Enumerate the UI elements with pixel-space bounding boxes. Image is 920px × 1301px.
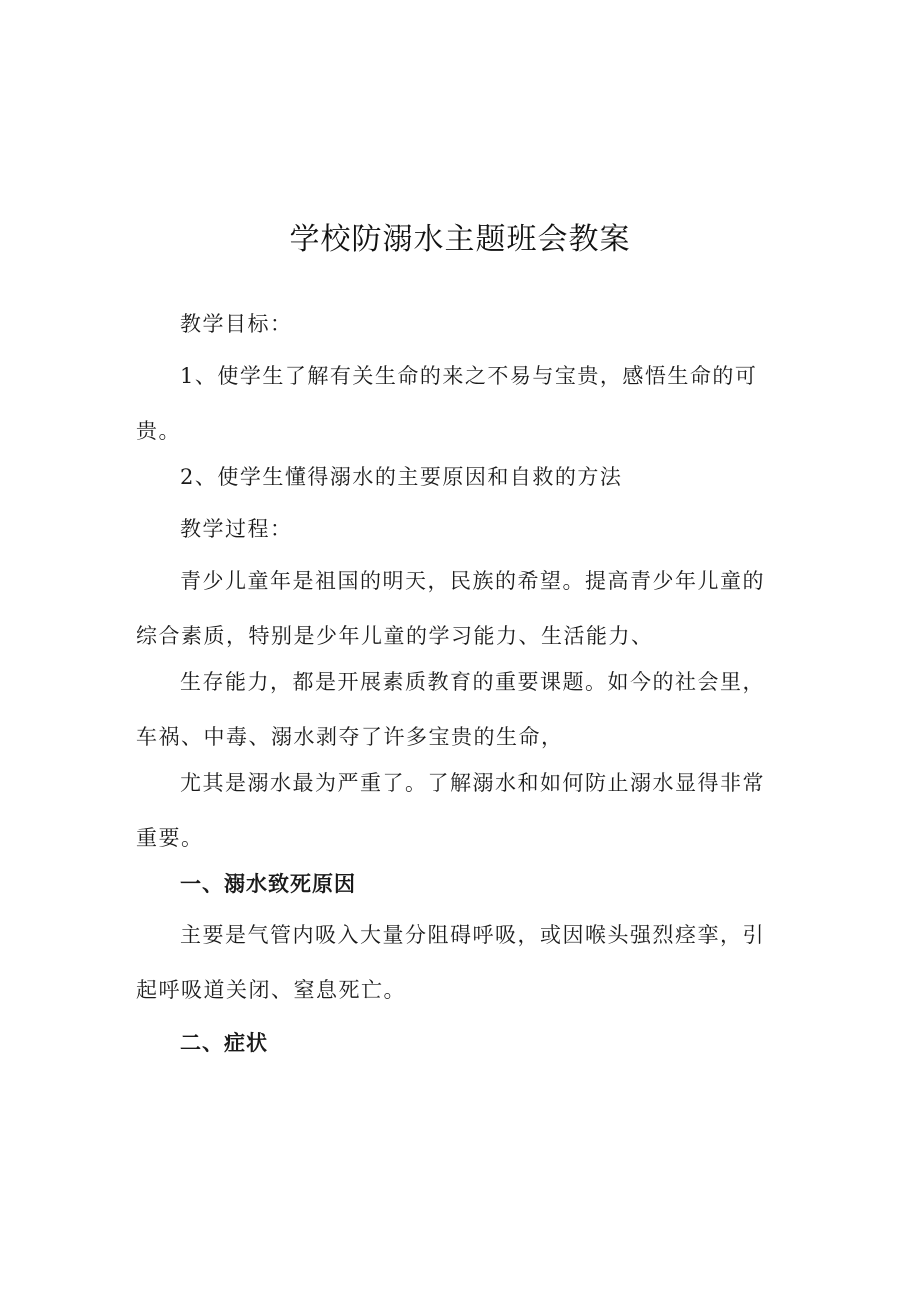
objective-2: 2、使学生懂得溺水的主要原因和自救的方法 bbox=[180, 465, 623, 489]
section-1-body: 主要是气管内吸入大量分阻碍呼吸，或因喉头强烈痉挛，引起呼吸道关闭、窒息死亡。 bbox=[136, 923, 765, 1002]
objectives-label: 教学目标： bbox=[180, 312, 293, 336]
paragraph-2: 生存能力，都是开展素质教育的重要课题。如今的社会里，车祸、中毒、溺水剥夺了许多宝贵的生命， bbox=[136, 670, 765, 749]
objective-1: 1、使学生了解有关生命的来之不易与宝贵，感悟生命的可贵。 bbox=[136, 364, 758, 443]
paragraph-1: 青少儿童年是祖国的明天，民族的希望。提高青少年儿童的综合素质，特别是少年儿童的学习能力、生活能力、 bbox=[136, 569, 765, 648]
paragraph-3: 尤其是溺水最为严重了。了解溺水和如何防止溺水显得非常重要。 bbox=[136, 771, 765, 850]
process-label: 教学过程： bbox=[180, 517, 293, 541]
section-1-heading: 一、溺水致死原因 bbox=[180, 872, 356, 896]
document-title: 学校防溺水主题班会教案 bbox=[289, 222, 631, 257]
section-2-heading: 二、症状 bbox=[180, 1031, 268, 1055]
